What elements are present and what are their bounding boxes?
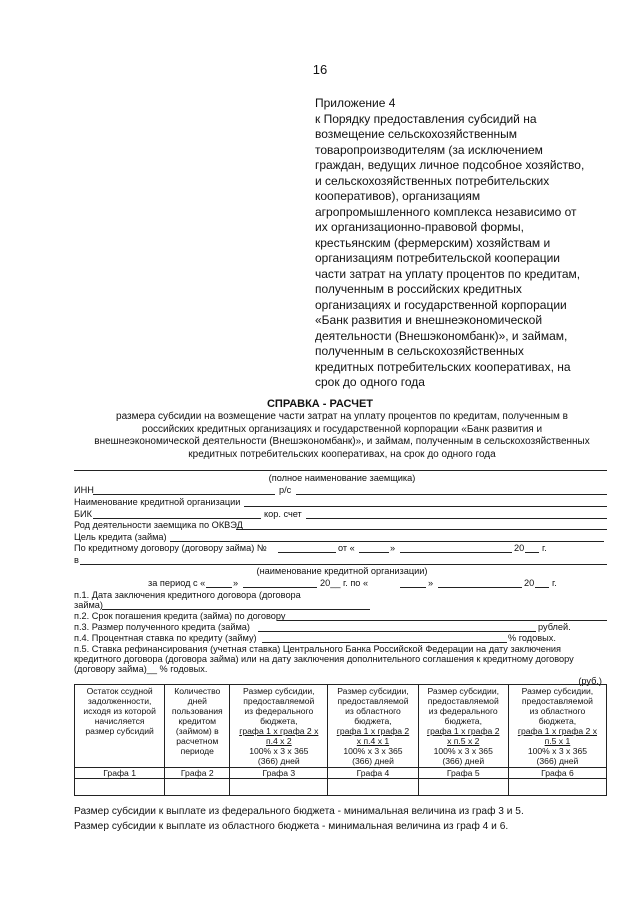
column-header-line: графа 1 х графа 2 х	[239, 726, 319, 736]
purpose-label: Цель кредита (займа)	[74, 532, 167, 542]
credit-org-caption: (наименование кредитной организации)	[256, 566, 428, 576]
rubles-label: рублей.	[538, 622, 571, 632]
column-header-line: кредитом	[178, 716, 217, 726]
subtitle-line: размера субсидии на возмещение части затрат на уплату процентов по кредитам, полученным в	[116, 411, 568, 422]
column-header-line: х п.5 х 2	[447, 736, 480, 746]
column-header-line: предоставляемой	[427, 696, 499, 706]
appendix-line: и сельскохозяйственных потребительских	[315, 173, 550, 188]
p1-label-a: п.1. Дата заключения кредитного договора (договора	[74, 590, 301, 600]
p5-label-c: (договору займа)__ % годовых.	[74, 664, 208, 674]
column-header	[508, 685, 606, 768]
column-header-line: Размер субсидии,	[521, 686, 594, 696]
column-header-line: (займом) в	[175, 726, 219, 736]
contract-label: По кредитному договору (договору займа) №	[74, 543, 267, 553]
appendix-line: крестьянским (фермерским) хозяйствам и	[315, 235, 551, 250]
column-header	[230, 685, 328, 768]
inn-label: ИНН	[74, 485, 94, 495]
table-cell[interactable]	[418, 779, 508, 796]
p3-field[interactable]	[258, 631, 536, 632]
appendix-line: деятельности (Внешэкономбанк)», и займам,	[315, 328, 568, 343]
column-header-line: размер субсидий	[85, 726, 154, 736]
column-header-line: графа 1 х графа 2 х	[517, 726, 598, 736]
column-header	[328, 685, 418, 768]
column-header-line: предоставляемой	[337, 696, 409, 706]
p2-field[interactable]	[277, 620, 607, 621]
column-header-line: бюджета,	[444, 716, 482, 726]
p5-label-a: п.5. Ставка рефинансирования (учетная ставка) Центрального Банка Российской Федерации на дату заключения	[74, 644, 562, 654]
borrower-caption: (полное наименование заемщика)	[268, 473, 416, 483]
column-number: Графа 1	[75, 768, 165, 779]
appendix-block	[315, 96, 615, 391]
column-header-line: Количество	[174, 686, 221, 696]
appendix-line: их организационно-правовой формы,	[315, 220, 524, 234]
appendix-line: к Порядку предоставления субсидий на	[315, 111, 537, 126]
column-header-line: из федерального	[244, 706, 314, 716]
unit-label: (руб.)	[578, 676, 602, 686]
p5-label-b: кредитного договора (договора займа) или на дату заключения дополнительного соглашения к кредитному договору	[74, 654, 574, 664]
column-header	[75, 685, 165, 768]
period-to-month[interactable]	[438, 587, 522, 588]
purpose-field[interactable]	[170, 541, 604, 542]
p1-field[interactable]	[102, 609, 370, 610]
period-prefix: за период с «	[148, 578, 206, 588]
column-header-line: п.4 х 2	[265, 736, 292, 746]
contract-day-field[interactable]	[359, 552, 389, 553]
column-number: Графа 2	[165, 768, 230, 779]
period-mid: 20__ г. по «	[320, 578, 369, 588]
table-cell[interactable]	[75, 779, 165, 796]
appendix-line: срок до одного года	[315, 375, 425, 389]
appendix-line: граждан, ведущих личное подсобное хозяйство,	[315, 158, 585, 172]
appendix-line: Приложение 4	[315, 96, 396, 110]
column-header-line: начисляется	[94, 716, 145, 726]
appendix-line: кредитных потребительских кооперативах, на	[315, 359, 571, 374]
kor-field[interactable]	[306, 518, 607, 519]
borrower-name-line[interactable]	[74, 470, 607, 471]
column-header-line: 100% х 3 х 365	[249, 746, 309, 756]
p4-label: п.4. Процентная ставка по кредиту (займу)	[74, 633, 257, 643]
column-header	[165, 685, 230, 768]
kor-label: кор. счет	[264, 509, 302, 519]
period-to-day[interactable]	[400, 587, 426, 588]
column-header-line: графа 1 х графа 2	[426, 726, 500, 736]
document-title: СПРАВКА - РАСЧЕТ	[266, 398, 374, 410]
bik-label: БИК	[74, 509, 92, 519]
okved-field[interactable]	[236, 529, 607, 530]
p4-field[interactable]	[262, 642, 507, 643]
p2-label: п.2. Срок погашения кредита (займа) по договору	[74, 611, 286, 621]
calculation-table	[74, 684, 607, 796]
table-cell[interactable]	[165, 779, 230, 796]
table-cell[interactable]	[230, 779, 328, 796]
appendix-line: полученным в российских кредитных	[315, 282, 522, 296]
appendix-line: полученным в сельскохозяйственных	[315, 344, 524, 358]
bik-field[interactable]	[93, 518, 261, 519]
column-header-line: графа 1 х графа 2	[336, 726, 410, 736]
table-header-row	[75, 685, 607, 768]
column-header-line: (366) дней	[442, 756, 485, 766]
column-header-line: Размер субсидии,	[427, 686, 500, 696]
credit-org-label: Наименование кредитной организации	[74, 497, 241, 507]
column-header-line: (366) дней	[536, 756, 579, 766]
column-header-line: исходя из которой	[83, 706, 156, 716]
column-number: Графа 4	[328, 768, 418, 779]
appendix-line: кооперативов), организациям	[315, 189, 481, 203]
column-header-line: х п.4 х 1	[356, 736, 390, 746]
period-from-day[interactable]	[206, 587, 232, 588]
column-header-line: из федерального	[428, 706, 498, 716]
table-data-row[interactable]	[75, 779, 607, 796]
column-header-line: предоставляемой	[521, 696, 593, 706]
column-header	[418, 685, 508, 768]
contract-from-label: от «	[338, 543, 355, 553]
appendix-line: «Банк развития и внешнеэкономической	[315, 313, 543, 327]
page-number: 16	[312, 62, 328, 77]
subtitle-line: внешнеэкономической деятельности (Внешэкономбанк)», и займам, полученным в сельскохозяйственных	[94, 436, 590, 447]
column-header-line: бюджета,	[354, 716, 392, 726]
document-subtitle	[74, 411, 610, 461]
credit-org-name-field[interactable]	[80, 564, 607, 565]
column-header-line: бюджета,	[538, 716, 577, 726]
contract-month-field[interactable]	[400, 552, 512, 553]
column-header-line: пользования	[171, 706, 223, 716]
contract-year-label: 20	[514, 543, 525, 553]
p3-label: п.3. Размер полученного кредита (займа)	[74, 622, 250, 632]
rs-field[interactable]	[296, 494, 607, 495]
column-header-line: расчетном	[176, 736, 219, 746]
column-header-line: из областного	[345, 706, 401, 716]
rs-label: р/с	[279, 485, 292, 495]
column-header-line: Размер субсидии,	[243, 686, 315, 696]
column-header-line: (366) дней	[352, 756, 394, 766]
subtitle-line: кредитных потребительских кооперативах, на срок до одного года	[188, 448, 496, 460]
column-number: Графа 3	[230, 768, 328, 779]
v-label: в	[74, 555, 79, 565]
period-g-label: г.	[552, 578, 557, 588]
inn-field[interactable]	[93, 494, 275, 495]
appendix-line: возмещение сельскохозяйственным	[315, 127, 518, 141]
table-number-row	[75, 768, 607, 779]
column-number: Графа 6	[508, 768, 606, 779]
appendix-line: организациям потребительской кооперации	[315, 251, 561, 265]
table-cell[interactable]	[328, 779, 418, 796]
table-cell[interactable]	[508, 779, 606, 796]
column-header-line: бюджета,	[260, 716, 298, 726]
column-header-line: 100% х 3 х 365	[433, 746, 493, 756]
column-header-line: 100% х 3 х 365	[527, 746, 588, 756]
column-header-line: из областного	[529, 706, 586, 716]
okved-label: Род деятельности заемщика по ОКВЭД	[74, 520, 243, 530]
subtitle-line: российских кредитных организациях и государственной корпорации «Банк развития и	[141, 423, 543, 435]
column-header-line: предоставляемой	[243, 696, 315, 706]
column-number: Графа 5	[418, 768, 508, 779]
appendix-line: товаропроизводителям (за исключением	[315, 142, 543, 157]
column-header-line: 100% х 3 х 365	[343, 746, 403, 756]
column-header-line: периоде	[180, 746, 214, 756]
column-header-line: (366) дней	[257, 756, 300, 766]
column-header-line: Размер субсидии,	[337, 686, 409, 696]
column-header-line: задолженности,	[87, 696, 152, 706]
appendix-line: части затрат на уплату процентов по кредитам,	[315, 266, 581, 281]
footer-line-2: Размер субсидии к выплате из областного бюджета - минимальная величина из граф 4 и 6.	[74, 821, 509, 832]
column-header-line: Остаток ссудной	[86, 686, 153, 696]
percent-year-label: % годовых.	[508, 633, 556, 643]
period-to-year[interactable]	[535, 587, 549, 588]
contract-quote-close: »	[390, 543, 396, 553]
column-header-line: п.5 х 1	[544, 736, 571, 746]
period-from-month[interactable]	[243, 587, 317, 588]
column-header-line: дней	[187, 696, 207, 706]
period-year-label: 20	[524, 578, 535, 588]
appendix-line: агропромышленного комплекса независимо от	[315, 204, 577, 219]
credit-org-field[interactable]	[244, 506, 607, 507]
contract-number-field[interactable]	[278, 552, 336, 553]
contract-g-label: г.	[542, 543, 547, 553]
appendix-line: организациях и государственной корпорации	[315, 297, 567, 312]
period-quote-2: »	[428, 578, 434, 588]
period-quote-1: »	[233, 578, 239, 588]
footer-line-1: Размер субсидии к выплате из федерального бюджета - минимальная величина из граф 3 и 5.	[74, 806, 524, 817]
p1-label-b: займа)	[74, 600, 103, 610]
contract-year-field[interactable]	[525, 552, 539, 553]
